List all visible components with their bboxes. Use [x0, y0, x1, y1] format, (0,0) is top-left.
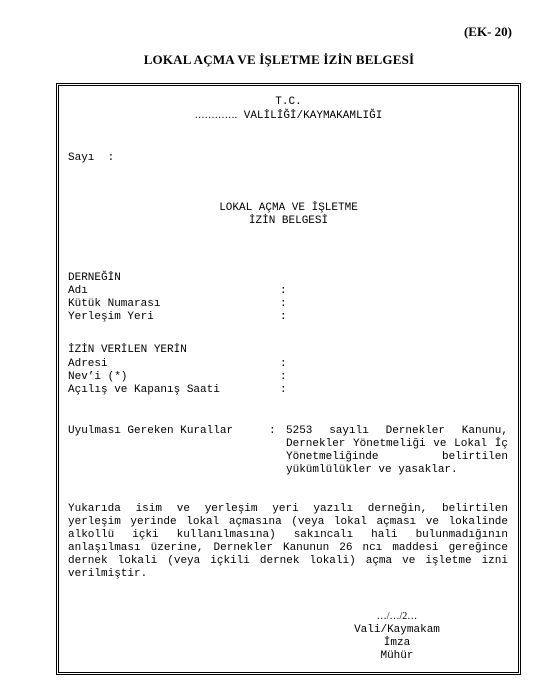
dernek-fields: [68, 285, 508, 324]
field-colon: :: [280, 358, 287, 370]
field-label: Adresi: [68, 358, 108, 370]
field-colon: :: [280, 371, 287, 383]
dernek-heading: DERNEĞİN: [68, 272, 121, 284]
approval-paragraph: Yukarıda isim ve yerleşim yeri yazılı derneğin, belirtilen yerleşim yerinde lokal açmasına (veya lokal açması ve lokalinde alkollü içki kullanılmasına) sakıncalı hali bulunmadığının anlaşılması üzerine, Dernekler Kanunun 26 ncı maddesi gereğince dernek lokali (veya içkili dernek lokali) açma ve işletme izni verilmiştir.: [68, 503, 508, 580]
field-row: [68, 384, 508, 397]
field-row: [68, 311, 508, 324]
izin-yeri-fields: [68, 358, 508, 397]
field-colon: :: [280, 311, 287, 323]
field-label: Açılış ve Kapanış Saati: [68, 384, 220, 396]
field-label: Kütük Numarası: [68, 298, 161, 310]
kurallar-text: 5253 sayılı Dernekler Kanunu, Dernekler Yönetmeliği ve Lokal İç Yönetmeliğinde belirtilen yükümlülükler ve yasaklar.: [286, 425, 508, 476]
field-label: Nev’i (*): [68, 371, 128, 383]
office-name: VALİLİĞİ/KAYMAKAMLIĞI: [237, 110, 383, 122]
office-placeholder: ………….: [194, 110, 238, 121]
field-row: [68, 358, 508, 371]
field-label: Adı: [68, 285, 88, 297]
field-colon: :: [280, 285, 287, 297]
certificate-frame: [56, 83, 521, 675]
inner-title-line1: LOKAL AÇMA VE İŞLETME: [219, 202, 358, 214]
kurallar-label: Uyulması Gereken Kurallar: [68, 425, 234, 437]
signature-imza: İmza: [383, 637, 411, 649]
field-label: Yerleşim Yeri: [68, 311, 154, 323]
office-line: [59, 109, 518, 123]
field-row: [68, 285, 508, 298]
inner-title-line2: İZİN BELGESİ: [248, 215, 329, 227]
izin-yeri-heading: İZİN VERİLEN YERİN: [68, 344, 187, 356]
field-row: [68, 298, 508, 311]
annex-number: (EK- 20): [463, 24, 512, 39]
signature-date: …/…/2…: [376, 611, 418, 622]
sayi-label: Sayı :: [68, 152, 115, 164]
document-title: LOKAL AÇMA VE İŞLETME İZİN BELGESİ: [143, 52, 415, 67]
field-colon: :: [280, 384, 287, 396]
signature-role: Vali/Kaymakam: [354, 624, 440, 636]
signature-muhur: Mühür: [380, 650, 414, 662]
field-colon: :: [280, 298, 287, 310]
kurallar-colon: :: [269, 425, 276, 437]
tc-label: T.C.: [275, 96, 302, 108]
field-row: [68, 371, 508, 384]
